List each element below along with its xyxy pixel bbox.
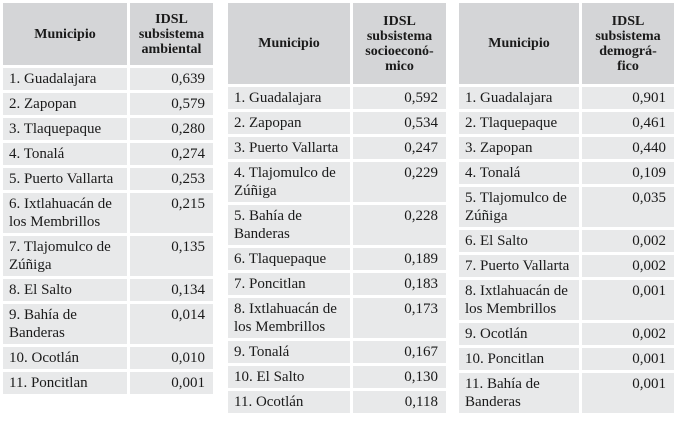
municipio-cell (459, 137, 579, 159)
municipio-name: Zúñiga (465, 208, 508, 224)
table-body (3, 68, 213, 394)
municipio-cell (3, 193, 127, 233)
municipio-name: Banderas (234, 226, 290, 242)
municipio-cell (228, 298, 350, 338)
idsl-value: 0,002 (579, 230, 674, 252)
municipio-cell (3, 304, 127, 344)
municipio-cell (228, 162, 350, 202)
table-row (3, 304, 213, 344)
idsl-value: 0,461 (579, 112, 674, 134)
municipio-name: 2. Zapopan (234, 115, 302, 131)
municipio-name: 8. El Salto (9, 282, 72, 298)
table-body (228, 87, 446, 413)
header-line: subsistema (138, 26, 205, 42)
table-row (3, 236, 213, 276)
municipio-name: 11. Poncitlan (9, 375, 88, 391)
municipio-name: 5. Puerto Vallarta (9, 171, 114, 187)
municipio-name: 10. Poncitlan (465, 351, 545, 367)
municipio-name: 9. Tonalá (234, 344, 290, 360)
idsl-value: 0,002 (579, 255, 674, 277)
idsl-value: 0,592 (350, 87, 446, 109)
table-row (228, 162, 446, 202)
municipio-name: 10. Ocotlán (9, 350, 79, 366)
table-row (228, 112, 446, 134)
municipio-name: 6. El Salto (465, 233, 528, 249)
municipio-name: 1. Guadalajara (9, 71, 97, 87)
header-line: fico (617, 58, 639, 74)
table-row (459, 255, 674, 277)
municipio-name: Zúñiga (234, 183, 277, 199)
municipio-name: 3. Tlaquepaque (9, 121, 102, 137)
municipio-name: 9. Bahía de (9, 307, 77, 323)
municipio-name: 3. Zapopan (465, 140, 533, 156)
table-row (3, 93, 213, 115)
table-row (459, 137, 674, 159)
table-row (228, 137, 446, 159)
municipio-name: 4. Tlajomulco de (234, 165, 336, 181)
municipio-name: 11. Ocotlán (234, 394, 304, 410)
idsl-demografico-table (459, 3, 674, 416)
municipio-cell (459, 87, 579, 109)
table-row (459, 373, 674, 413)
municipio-cell (228, 273, 350, 295)
municipio-cell (459, 280, 579, 320)
municipio-cell (459, 187, 579, 227)
municipio-name: 6. Ixtlahuacán de (9, 196, 112, 212)
idsl-value: 0,134 (127, 279, 213, 301)
table (3, 0, 213, 397)
municipio-cell (3, 68, 127, 90)
municipio-name: 8. Ixtlahuacán de (465, 283, 568, 299)
table (228, 0, 446, 416)
table-row (228, 391, 446, 413)
idsl-value: 0,183 (350, 273, 446, 295)
municipio-cell (3, 93, 127, 115)
municipio-name: 8. Ixtlahuacán de (234, 301, 337, 317)
header-line: subsistema (595, 28, 661, 44)
municipio-name: los Membrillos (234, 319, 326, 335)
municipio-cell (3, 168, 127, 190)
municipio-cell (3, 143, 127, 165)
municipio-name: 7. Puerto Vallarta (465, 258, 570, 274)
idsl-value: 0,173 (350, 298, 446, 338)
idsl-socioeconomico-table (228, 3, 446, 416)
municipio-cell (228, 137, 350, 159)
table-row (3, 193, 213, 233)
idsl-value: 0,440 (579, 137, 674, 159)
idsl-value: 0,135 (127, 236, 213, 276)
header-line: demográ- (599, 43, 657, 59)
municipio-cell (228, 391, 350, 413)
municipio-cell (3, 118, 127, 140)
table-row (3, 68, 213, 90)
municipio-name: 7. Poncitlan (234, 276, 306, 292)
idsl-value: 0,130 (350, 366, 446, 388)
table-row (228, 248, 446, 270)
table-row (459, 230, 674, 252)
idsl-value: 0,247 (350, 137, 446, 159)
table-row (228, 273, 446, 295)
table-row (228, 87, 446, 109)
table-row (228, 298, 446, 338)
municipio-cell (3, 347, 127, 369)
idsl-value: 0,639 (127, 68, 213, 90)
municipio-cell (228, 366, 350, 388)
municipio-name: 7. Tlajomulco de (9, 239, 111, 255)
idsl-value: 0,228 (350, 205, 446, 245)
municipio-name: 10. El Salto (234, 369, 305, 385)
municipio-name: 4. Tonalá (465, 165, 521, 181)
municipio-name: los Membrillos (9, 214, 101, 230)
municipio-cell (228, 341, 350, 363)
table-row (459, 348, 674, 370)
idsl-value: 0,002 (579, 323, 674, 345)
municipio-name: 1. Guadalajara (234, 90, 322, 106)
header-line: IDSL (155, 11, 188, 27)
table-row (459, 87, 674, 109)
table-row (228, 341, 446, 363)
column-header-idsl (579, 3, 674, 84)
idsl-value: 0,035 (579, 187, 674, 227)
idsl-value: 0,001 (127, 372, 213, 394)
idsl-value: 0,001 (579, 373, 674, 413)
table-row (459, 323, 674, 345)
idsl-value: 0,001 (579, 280, 674, 320)
municipio-cell (459, 348, 579, 370)
table-body (459, 87, 674, 413)
idsl-ambiental-table (3, 3, 213, 397)
municipio-name: 1. Guadalajara (465, 90, 553, 106)
municipio-name: 11. Bahía de (465, 376, 540, 392)
header-line: subsistema (366, 28, 433, 44)
table-row (3, 279, 213, 301)
table-row (3, 347, 213, 369)
municipio-cell (3, 279, 127, 301)
table-row (3, 168, 213, 190)
municipio-name: 4. Tonalá (9, 146, 65, 162)
table-row (228, 205, 446, 245)
municipio-name: 5. Tlajomulco de (465, 190, 567, 206)
idsl-value: 0,118 (350, 391, 446, 413)
header-line: ambiental (141, 41, 202, 57)
column-header-municipio: Municipio (459, 3, 579, 84)
header-line: IDSL (383, 13, 416, 29)
table-row (3, 118, 213, 140)
municipio-cell (459, 162, 579, 184)
municipio-cell (228, 87, 350, 109)
municipio-cell (228, 248, 350, 270)
header-line: IDSL (611, 13, 645, 29)
table-row (3, 143, 213, 165)
idsl-value: 0,167 (350, 341, 446, 363)
idsl-value: 0,579 (127, 93, 213, 115)
table (459, 0, 674, 416)
table-row (459, 112, 674, 134)
municipio-name: 9. Ocotlán (465, 326, 528, 342)
idsl-value: 0,274 (127, 143, 213, 165)
municipio-name: 2. Zapopan (9, 96, 77, 112)
idsl-value: 0,109 (579, 162, 674, 184)
table-row (3, 372, 213, 394)
table-row (459, 162, 674, 184)
municipio-name: 3. Puerto Vallarta (234, 140, 339, 156)
idsl-value: 0,215 (127, 193, 213, 233)
column-header-municipio: Municipio (228, 3, 350, 84)
municipio-cell (459, 255, 579, 277)
table-row (459, 187, 674, 227)
column-header-idsl (350, 3, 446, 84)
municipio-cell (459, 112, 579, 134)
idsl-value: 0,014 (127, 304, 213, 344)
municipio-name: Zúñiga (9, 257, 52, 273)
municipio-cell (3, 372, 127, 394)
municipio-cell (459, 373, 579, 413)
idsl-value: 0,189 (350, 248, 446, 270)
municipio-name: 2. Tlaquepaque (465, 115, 558, 131)
municipio-cell (459, 323, 579, 345)
table-row (228, 366, 446, 388)
municipio-name: 5. Bahía de (234, 208, 302, 224)
municipio-cell (228, 112, 350, 134)
municipio-cell (459, 230, 579, 252)
idsl-value: 0,280 (127, 118, 213, 140)
municipio-cell (3, 236, 127, 276)
idsl-value: 0,534 (350, 112, 446, 134)
municipio-name: 6. Tlaquepaque (234, 251, 327, 267)
idsl-value: 0,229 (350, 162, 446, 202)
idsl-value: 0,253 (127, 168, 213, 190)
header-line: mico (385, 58, 414, 74)
header-line: socioeconó- (365, 43, 434, 59)
idsl-value: 0,901 (579, 87, 674, 109)
idsl-value: 0,001 (579, 348, 674, 370)
column-header-municipio: Municipio (3, 3, 127, 65)
column-header-idsl (127, 3, 213, 65)
municipio-cell (228, 205, 350, 245)
idsl-value: 0,010 (127, 347, 213, 369)
municipio-name: Banderas (465, 394, 521, 410)
municipio-name: Banderas (9, 325, 65, 341)
table-row (459, 280, 674, 320)
municipio-name: los Membrillos (465, 301, 557, 317)
